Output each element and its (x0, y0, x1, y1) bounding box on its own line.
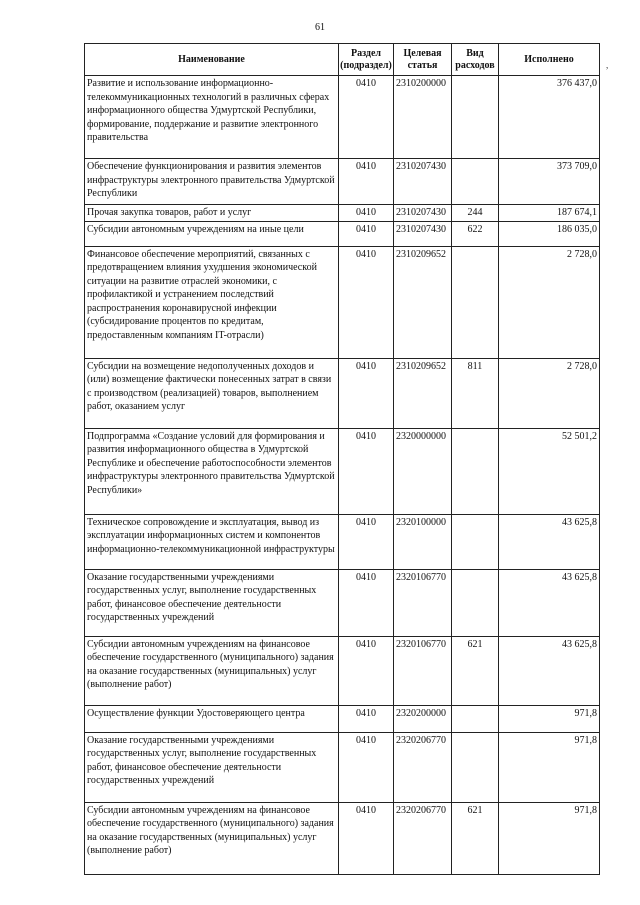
table-row (85, 221, 600, 246)
table-row (85, 802, 600, 874)
row-amount: 43 625,8 (499, 569, 600, 636)
header-article: Целевая статья (394, 44, 452, 76)
row-amount: 186 035,0 (499, 221, 600, 246)
row-amount: 43 625,8 (499, 514, 600, 569)
row-amount: 52 501,2 (499, 428, 600, 514)
row-name: Субсидии автономным учреждениям на финансовое обеспечение государственного (муниципального) задания на оказание государственных (муниципальных) услуг (выполнение работ) (85, 802, 339, 874)
row-article: 2320200000 (394, 705, 452, 732)
row-section: 0410 (339, 428, 394, 514)
header-section: Раздел (подраздел) (339, 44, 394, 76)
row-name: Развитие и использование информационно-телекоммуникационных технологий в различных сферах информационного общества Удмуртской Республики, формирование, поддержание и развитие электронного правительства (85, 76, 339, 159)
table-header-row (85, 44, 600, 76)
row-amount: 43 625,8 (499, 636, 600, 705)
row-article: 2310207430 (394, 205, 452, 222)
row-type: 622 (452, 221, 499, 246)
row-section: 0410 (339, 159, 394, 205)
table-row (85, 514, 600, 569)
row-type (452, 159, 499, 205)
row-article: 2320206770 (394, 802, 452, 874)
table-row (85, 358, 600, 428)
row-type: 244 (452, 205, 499, 222)
row-article: 2320100000 (394, 514, 452, 569)
row-name: Оказание государственными учреждениями государственных услуг, выполнение государственных работ, финансовое обеспечение деятельности государственных учреждений (85, 569, 339, 636)
row-type: 811 (452, 358, 499, 428)
table-row (85, 159, 600, 205)
row-type (452, 76, 499, 159)
row-article: 2320000000 (394, 428, 452, 514)
header-type: Вид расходов (452, 44, 499, 76)
budget-table (84, 43, 600, 875)
row-name: Субсидии автономным учреждениям на финансовое обеспечение государственного (муниципального) задания на оказание государственных (муниципальных) услуг (выполнение работ) (85, 636, 339, 705)
row-amount: 376 437,0 (499, 76, 600, 159)
table-row (85, 732, 600, 802)
row-name: Оказание государственными учреждениями государственных услуг, выполнение государственных работ, финансовое обеспечение деятельности государственных учреждений (85, 732, 339, 802)
table-row (85, 569, 600, 636)
row-article: 2310207430 (394, 221, 452, 246)
row-amount: 971,8 (499, 705, 600, 732)
row-section: 0410 (339, 802, 394, 874)
row-name: Финансовое обеспечение мероприятий, связанных с предотвращением влияния ухудшения экономической ситуации на развитие отраслей экономики, с профилактикой и устранением последствий распространения коронавирусной инфекции (субсидирование процентов по кредитам, предоставленным компаниям IT-отрасли) (85, 246, 339, 358)
row-amount: 971,8 (499, 802, 600, 874)
row-name: Обеспечение функционирования и развития элементов инфраструктуры электронного правительства Удмуртской Республики (85, 159, 339, 205)
row-name: Субсидии автономным учреждениям на иные цели (85, 221, 339, 246)
row-name: Осуществление функции Удостоверяющего центра (85, 705, 339, 732)
row-article: 2310209652 (394, 246, 452, 358)
row-type (452, 514, 499, 569)
row-article: 2310209652 (394, 358, 452, 428)
header-name: Наименование (85, 44, 339, 76)
row-type: 621 (452, 636, 499, 705)
row-type (452, 246, 499, 358)
row-name: Прочая закупка товаров, работ и услуг (85, 205, 339, 222)
row-type: 621 (452, 802, 499, 874)
row-section: 0410 (339, 732, 394, 802)
row-section: 0410 (339, 569, 394, 636)
row-section: 0410 (339, 636, 394, 705)
row-amount: 2 728,0 (499, 358, 600, 428)
row-section: 0410 (339, 705, 394, 732)
row-article: 2310200000 (394, 76, 452, 159)
row-section: 0410 (339, 205, 394, 222)
table-row (85, 636, 600, 705)
row-article: 2310207430 (394, 159, 452, 205)
row-section: 0410 (339, 76, 394, 159)
row-type (452, 569, 499, 636)
row-type (452, 428, 499, 514)
row-name: Подпрограмма «Создание условий для формирования и развития информационного общества в Удмуртской Республике и обеспечение работоспособности элементов инфраструктуры электронного правительства Удмуртской Республики» (85, 428, 339, 514)
row-name: Техническое сопровождение и эксплуатация, вывод из эксплуатации информационных систем и компонентов информационно-телекоммуникационной инфраструктуры (85, 514, 339, 569)
header-amount: Исполнено (499, 44, 600, 76)
row-amount: 373 709,0 (499, 159, 600, 205)
row-type (452, 732, 499, 802)
row-type (452, 705, 499, 732)
table-row (85, 428, 600, 514)
row-article: 2320106770 (394, 569, 452, 636)
row-section: 0410 (339, 246, 394, 358)
scan-mark: , (606, 60, 609, 70)
row-amount: 2 728,0 (499, 246, 600, 358)
row-article: 2320106770 (394, 636, 452, 705)
table-row (85, 205, 600, 222)
table-row (85, 705, 600, 732)
row-amount: 971,8 (499, 732, 600, 802)
table-row (85, 76, 600, 159)
row-section: 0410 (339, 221, 394, 246)
row-article: 2320206770 (394, 732, 452, 802)
page-number: 61 (315, 22, 325, 33)
row-amount: 187 674,1 (499, 205, 600, 222)
table-row (85, 246, 600, 358)
row-section: 0410 (339, 358, 394, 428)
row-name: Субсидии на возмещение недополученных доходов и (или) возмещение фактически понесенных затрат в связи с производством (реализацией) товаров, выполнением работ, оказанием услуг (85, 358, 339, 428)
row-section: 0410 (339, 514, 394, 569)
